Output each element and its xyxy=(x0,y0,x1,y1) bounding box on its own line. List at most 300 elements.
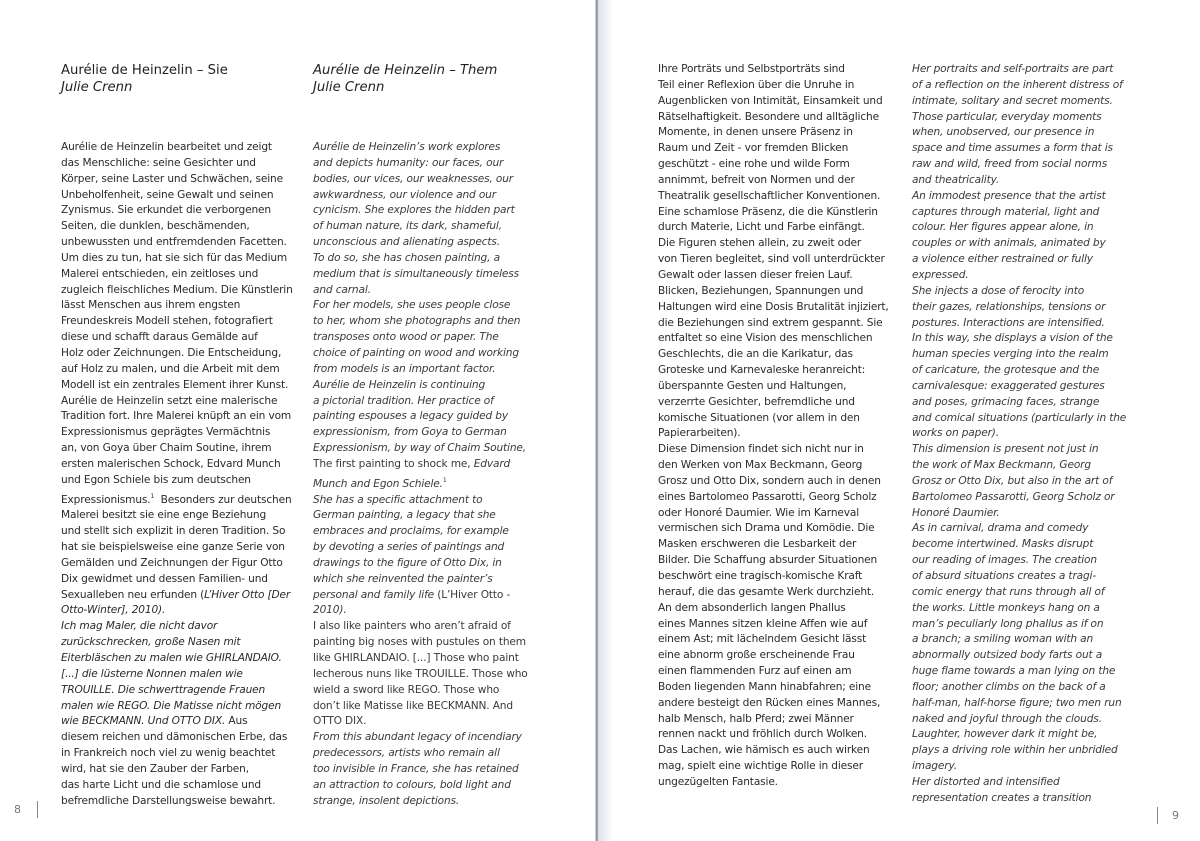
german-text-column-left xyxy=(61,140,293,809)
english-text-column-right xyxy=(912,62,1126,807)
text-line xyxy=(658,157,889,173)
line-text: die Beziehungen sind extrem gespannt. Sie xyxy=(658,316,883,329)
line-text: lässt Menschen aus ihrem engsten xyxy=(61,299,241,312)
line-text: rennen nackt und fröhlich durch Wolken. xyxy=(658,728,867,741)
text-line xyxy=(912,553,1126,569)
line-text: Bartolomeo Passarotti, Georg Scholz or xyxy=(912,490,1115,503)
line-text: Ich mag Maler, die nicht davor xyxy=(61,620,218,633)
line-text: Her distorted and intensified xyxy=(912,775,1060,788)
line-text: eines Bartolomeo Passarotti, Georg Scholz xyxy=(658,490,877,503)
line-text: the work of Max Beckmann, Georg xyxy=(912,459,1091,472)
line-text: Honoré Daumier. xyxy=(912,506,1000,519)
text-line xyxy=(658,205,889,221)
text-line xyxy=(658,94,889,110)
line-text: in Frankreich noch viel zu wenig beachtet xyxy=(61,747,276,760)
text-line xyxy=(912,78,1126,94)
text-line xyxy=(658,411,889,427)
line-text: Dix gewidmet und dessen Familien- und xyxy=(61,572,268,585)
text-line xyxy=(313,667,528,683)
line-text: transposes onto wood or paper. The xyxy=(313,331,499,344)
line-text: which she reinvented the painter’s xyxy=(313,572,493,585)
line-text: Boden liegenden Mann hinabfahren; eine xyxy=(658,680,871,693)
text-line xyxy=(912,173,1126,189)
text-line xyxy=(61,473,293,489)
text-line xyxy=(912,712,1126,728)
text-line xyxy=(912,442,1126,458)
line-text: hat sie beispielsweise eine ganze Serie von xyxy=(61,541,285,554)
text-line xyxy=(912,601,1126,617)
line-text: Rätselhaftigkeit. Besondere und alltägliche xyxy=(658,110,879,123)
text-line xyxy=(912,617,1126,633)
line-text: Groteske und Karnevaleske heranreicht: xyxy=(658,364,866,377)
text-line xyxy=(313,156,528,172)
text-line xyxy=(61,298,293,314)
text-line xyxy=(61,794,293,810)
line-text: The first painting to shock me, xyxy=(313,457,474,470)
line-text: by devoting a series of paintings and xyxy=(313,541,505,554)
text-line xyxy=(658,173,889,189)
text-line xyxy=(658,347,889,363)
text-line xyxy=(61,524,293,540)
text-line xyxy=(313,172,528,188)
line-text: Freundeskreis Modell stehen, fotografiert xyxy=(61,315,273,328)
text-line xyxy=(658,236,889,252)
line-text: I also like painters who aren’t afraid of xyxy=(313,620,511,633)
text-line xyxy=(313,524,528,540)
line-text: Blicken, Beziehungen, Spannungen und xyxy=(658,284,864,297)
text-line xyxy=(912,300,1126,316)
line-text: vermischen sich Drama und Komödie. Die xyxy=(658,522,875,535)
text-line xyxy=(912,141,1126,157)
line-text: an attraction to colours, bold light and xyxy=(313,778,511,791)
text-line xyxy=(313,572,528,588)
text-line xyxy=(658,141,889,157)
line-text: and poses, grimacing faces, strange xyxy=(912,395,1100,408)
line-text: Eine schamlose Präsenz, die die Künstlerin xyxy=(658,205,878,218)
line-text: diese und schafft daraus Gemälde auf xyxy=(61,331,258,344)
line-text: expressed. xyxy=(912,268,969,281)
line-text: like GHIRLANDAIO. [...] Those who paint xyxy=(313,652,519,664)
text-line xyxy=(658,363,889,379)
text-line xyxy=(61,172,293,188)
text-line xyxy=(313,283,528,299)
text-line xyxy=(658,62,889,78)
text-line xyxy=(61,362,293,378)
line-text: floor; another climbs on the back of a xyxy=(912,680,1106,693)
text-line xyxy=(658,727,889,743)
line-text: [...] die lüsterne Nonnen malen wie xyxy=(61,667,243,680)
text-line xyxy=(61,778,293,794)
text-line xyxy=(912,110,1126,126)
text-line xyxy=(313,588,528,604)
text-line xyxy=(61,588,293,604)
line-text: and comical situations (particularly in the xyxy=(912,411,1127,424)
line-text: und stellt sich explizit in deren Tradition. So xyxy=(61,525,286,538)
text-line xyxy=(313,762,528,778)
text-line xyxy=(912,632,1126,648)
text-line xyxy=(61,508,293,524)
text-line xyxy=(313,409,528,425)
line-text: Laughter, however dark it might be, xyxy=(912,728,1098,741)
line-text: eines Mannes sitzen kleine Affen wie auf xyxy=(658,617,868,630)
line-text: Tradition fort. Ihre Malerei knüpft an ein vom xyxy=(61,410,292,423)
line-text: Grosz or Otto Dix, but also in the art of xyxy=(912,474,1113,487)
line-text: huge flame towards a man lying on the xyxy=(912,665,1116,678)
line-text: Haltungen wird eine Dosis Brutalität injiziert, xyxy=(658,300,889,313)
line-text: and depicts humanity: our faces, our xyxy=(313,156,504,169)
text-line xyxy=(658,743,889,759)
line-text: geschützt - eine rohe und wilde Form xyxy=(658,158,850,171)
line-text: Diese Dimension findet sich nicht nur in xyxy=(658,443,864,456)
text-line xyxy=(313,603,528,619)
line-text: painting espouses a legacy guided by xyxy=(313,410,508,423)
footnote-marker: 1 xyxy=(442,476,447,484)
line-text: mag, spielt eine wichtige Rolle in dieser xyxy=(658,760,863,773)
line-text: German painting, a legacy that she xyxy=(313,509,496,522)
line-text: to her, whom she photographs and then xyxy=(313,315,521,328)
line-text: too invisible in France, she has retained xyxy=(313,762,519,775)
text-line xyxy=(61,409,293,425)
text-line xyxy=(658,569,889,585)
line-text: of absurd situations creates a tragi- xyxy=(912,570,1097,582)
text-line xyxy=(912,363,1126,379)
line-text: befremdliche Darstellungsweise bewahrt. xyxy=(61,794,276,807)
line-text: oder Honoré Daumier. Wie im Karneval xyxy=(658,506,860,519)
text-line xyxy=(313,378,528,394)
german-title: Aurélie de Heinzelin – Sie xyxy=(61,63,228,78)
line-text: OTTO DIX. xyxy=(313,715,367,728)
line-text: von Tieren begleitet, sind voll unterdrückter xyxy=(658,253,885,266)
line-text: representation creates a transition xyxy=(912,791,1092,804)
text-line xyxy=(658,284,889,300)
line-text: Papierarbeiten). xyxy=(658,427,741,440)
text-line xyxy=(912,268,1126,284)
line-text: our reading of images. The creation xyxy=(912,554,1097,567)
text-line xyxy=(658,125,889,141)
text-line xyxy=(912,474,1126,490)
line-text: andere besteigt den Rücken eines Mannes, xyxy=(658,696,881,709)
line-text: durch Materie, Licht und Farbe einfängt. xyxy=(658,221,865,234)
text-line xyxy=(912,125,1126,141)
text-line xyxy=(912,506,1126,522)
text-line xyxy=(912,316,1126,332)
text-line xyxy=(313,794,528,810)
line-text: unconscious and alienating aspects. xyxy=(313,236,500,249)
line-text: herauf, die das gesamte Werk durchzieht. xyxy=(658,585,875,598)
line-text: eine abnorm große erscheinende Frau xyxy=(658,649,855,662)
line-text: annimmt, befreit von Normen und der xyxy=(658,173,855,186)
line-text: Um dies zu tun, hat sie sich für das Medium xyxy=(61,251,288,264)
text-line xyxy=(61,235,293,251)
line-text: Malerei entschieden, ein zeitloses und xyxy=(61,267,259,280)
text-line xyxy=(912,379,1126,395)
line-text: Malerei besitzt sie eine enge Beziehung xyxy=(61,509,267,522)
text-line xyxy=(912,537,1126,553)
line-text: Körper, seine Laster und Schwächen, seine xyxy=(61,172,283,185)
text-line xyxy=(61,330,293,346)
text-line xyxy=(658,426,889,442)
line-text: As in carnival, drama and comedy xyxy=(912,522,1089,535)
line-text: Unbeholfenheit, seine Gewalt und seinen xyxy=(61,188,274,201)
text-line xyxy=(912,743,1126,759)
text-line xyxy=(912,458,1126,474)
text-line xyxy=(61,619,293,635)
line-text: of human nature, its dark, shameful, xyxy=(313,220,502,233)
line-text: Expressionismus. xyxy=(61,493,151,506)
text-line xyxy=(658,648,889,664)
text-line xyxy=(658,331,889,347)
line-text: awkwardness, our violence and our xyxy=(313,188,496,201)
line-text: the works. Little monkeys hang on a xyxy=(912,601,1100,614)
text-line xyxy=(61,314,293,330)
text-line xyxy=(61,699,293,715)
text-line xyxy=(658,442,889,458)
text-line xyxy=(61,283,293,299)
text-line xyxy=(658,316,889,332)
line-text: entfaltet so eine Vision des menschlichen xyxy=(658,332,873,345)
line-text: bodies, our vices, our weaknesses, our xyxy=(313,172,513,185)
line-text: works on paper). xyxy=(912,427,1000,440)
folio-rule-right xyxy=(1157,807,1158,824)
text-line xyxy=(658,458,889,474)
line-text: carnivalesque: exaggerated gestures xyxy=(912,379,1105,392)
text-line xyxy=(313,362,528,378)
text-line xyxy=(61,203,293,219)
text-line xyxy=(61,378,293,394)
footnote-marker: 1 xyxy=(150,492,155,500)
text-line xyxy=(61,425,293,441)
line-text: couples or with animals, animated by xyxy=(912,237,1106,250)
line-text: naked and joyful through the clouds. xyxy=(912,712,1102,725)
line-text: Teil einer Reflexion über die Unruhe in xyxy=(658,78,855,91)
text-line xyxy=(658,712,889,728)
text-line xyxy=(313,267,528,283)
line-text: Theatralik gesellschaftlicher Konventionen. xyxy=(658,189,881,202)
text-line xyxy=(912,220,1126,236)
line-text: don’t like Matisse like BECKMANN. And xyxy=(313,699,513,712)
line-text: medium that is simultaneously timeless xyxy=(313,267,519,280)
line-continuation: Aus xyxy=(225,715,248,728)
line-text: Aurélie de Heinzelin is continuing xyxy=(313,378,486,391)
line-text: drawings to the figure of Otto Dix, in xyxy=(313,556,502,569)
line-text: She has a specific attachment to xyxy=(313,493,483,506)
text-line xyxy=(313,699,528,715)
line-text: zurückschrecken, große Nasen mit xyxy=(61,636,241,649)
line-text: malen wie REGO. Die Matisse nicht mögen xyxy=(61,699,282,712)
line-text: of a reflection on the inherent distress of xyxy=(912,78,1123,91)
line-text: ersten malerischen Schock, Edvard Munch xyxy=(61,457,281,470)
italic-fragment: L’Hiver Otto [Der xyxy=(204,588,291,601)
line-text: Seiten, die dunklen, beschämenden, xyxy=(61,220,250,233)
text-line xyxy=(912,284,1126,300)
text-line xyxy=(61,746,293,762)
text-line xyxy=(61,457,293,473)
line-text: Otto-Winter], 2010). xyxy=(61,604,166,617)
line-text: In this way, she displays a vision of the xyxy=(912,332,1113,345)
line-text: predecessors, artists who remain all xyxy=(313,747,500,760)
text-line xyxy=(658,395,889,411)
spine-shadow xyxy=(599,0,613,841)
text-line xyxy=(658,601,889,617)
line-text: Expressionismus geprägtes Vermächtnis xyxy=(61,426,271,439)
text-line xyxy=(658,490,889,506)
line-text: intimate, solitary and secret moments. xyxy=(912,94,1113,107)
line-text: of caricature, the grotesque and the xyxy=(912,364,1100,377)
text-line xyxy=(313,314,528,330)
text-line xyxy=(313,188,528,204)
text-line xyxy=(61,540,293,556)
line-text: auf Holz zu malen, und die Arbeit mit dem xyxy=(61,362,280,375)
text-line xyxy=(61,572,293,588)
line-text: Momente, in denen unsere Präsenz in xyxy=(658,126,853,139)
line-text: Gewalt oder lassen dieser freien Lauf. xyxy=(658,268,853,281)
english-author: Julie Crenn xyxy=(313,80,385,95)
line-text: Sexualleben neu erfunden ( xyxy=(61,588,205,601)
page-number-right: 9 xyxy=(1172,809,1179,822)
italic-fragment: Edvard xyxy=(473,457,511,470)
text-line xyxy=(658,585,889,601)
line-text: lecherous nuns like TROUILLE. Those who xyxy=(313,667,528,680)
text-line xyxy=(313,219,528,235)
line-text: cynicism. She explores the hidden part xyxy=(313,204,515,217)
line-text: a pictorial tradition. Her practice of xyxy=(313,394,494,407)
line-continuation: Besonders zur deutschen xyxy=(154,493,292,506)
line-text: und Egon Schiele bis zum deutschen xyxy=(61,473,251,486)
line-text: a branch; a smiling woman with an xyxy=(912,633,1094,646)
text-line xyxy=(912,252,1126,268)
text-line xyxy=(61,219,293,235)
line-text: From this abundant legacy of incendiary xyxy=(313,731,522,744)
text-line xyxy=(313,473,528,493)
text-line xyxy=(61,441,293,457)
line-text: postures. Interactions are intensified. xyxy=(912,316,1105,329)
folio-rule-left xyxy=(37,801,38,818)
line-text: To do so, she has chosen painting, a xyxy=(313,251,500,264)
text-line xyxy=(313,493,528,509)
text-line xyxy=(61,667,293,683)
line-text: Aurélie de Heinzelin bearbeitet und zeigt xyxy=(61,141,272,153)
line-text: become intertwined. Masks disrupt xyxy=(912,538,1094,551)
text-line xyxy=(658,775,889,791)
line-text: An immodest presence that the artist xyxy=(912,189,1106,202)
text-line xyxy=(658,506,889,522)
text-line xyxy=(61,635,293,651)
text-line xyxy=(313,425,528,441)
text-line xyxy=(658,110,889,126)
text-line xyxy=(912,569,1126,585)
english-text-column-left xyxy=(313,140,528,809)
text-line xyxy=(313,346,528,362)
line-text: human species verging into the realm xyxy=(912,348,1109,361)
line-text: einem Ast; mit lächelndem Gesicht lässt xyxy=(658,633,867,646)
page-number-left: 8 xyxy=(14,803,21,816)
text-line xyxy=(912,411,1126,427)
text-line xyxy=(61,714,293,730)
text-line xyxy=(61,683,293,699)
text-line xyxy=(912,490,1126,506)
text-line xyxy=(313,203,528,219)
line-text: choice of painting on wood and working xyxy=(313,346,519,359)
text-line xyxy=(61,188,293,204)
line-text: das Menschliche: seine Gesichter und xyxy=(61,156,256,169)
line-text: beschwört eine tragisch-komische Kraft xyxy=(658,570,863,582)
text-line xyxy=(658,553,889,569)
line-text: wie BECKMANN. Und OTTO DIX. xyxy=(61,715,226,728)
text-line xyxy=(61,489,293,509)
text-line xyxy=(313,651,528,667)
german-heading xyxy=(61,62,228,96)
text-line xyxy=(61,156,293,172)
text-line xyxy=(313,556,528,572)
text-line xyxy=(313,508,528,524)
text-line xyxy=(313,441,528,457)
line-text: Eiterbläschen zu malen wie GHIRLANDAIO. xyxy=(61,652,282,664)
text-line xyxy=(313,619,528,635)
text-line xyxy=(313,635,528,651)
text-line xyxy=(912,236,1126,252)
line-text: das harte Licht und die schamlose und xyxy=(61,778,261,791)
line-text: Raum und Zeit - vor fremden Blicken xyxy=(658,142,849,155)
line-text: Augenblicken von Intimität, Einsamkeit und xyxy=(658,94,883,107)
text-line xyxy=(61,651,293,667)
text-line xyxy=(313,330,528,346)
line-continuation: (L’Hiver Otto - xyxy=(434,588,511,601)
text-line xyxy=(658,220,889,236)
text-line xyxy=(61,556,293,572)
line-text: Ihre Porträts und Selbstporträts sind xyxy=(658,63,845,75)
text-line xyxy=(912,585,1126,601)
text-line xyxy=(658,521,889,537)
text-line xyxy=(313,298,528,314)
line-text: abnormally outsized body farts out a xyxy=(912,649,1103,662)
text-line xyxy=(912,395,1126,411)
line-text: Zynismus. Sie erkundet die verborgenen xyxy=(61,204,271,217)
line-text: She injects a dose of ferocity into xyxy=(912,284,1085,297)
line-text: Bilder. Die Schaffung absurder Situationen xyxy=(658,554,878,567)
text-line xyxy=(658,696,889,712)
line-text: personal and family life xyxy=(313,588,435,601)
line-text: strange, insolent depictions. xyxy=(313,794,460,807)
text-line xyxy=(658,759,889,775)
line-text: expressionism, from Goya to German xyxy=(313,426,507,439)
text-line xyxy=(912,648,1126,664)
line-text: Expressionism, by way of Chaim Soutine, xyxy=(313,442,526,455)
line-text: For her models, she uses people close xyxy=(313,299,511,312)
text-line xyxy=(658,78,889,94)
line-text: painting big noses with pustules on them xyxy=(313,636,526,649)
text-line xyxy=(313,714,528,730)
text-line xyxy=(658,474,889,490)
text-line xyxy=(912,94,1126,110)
text-line xyxy=(658,379,889,395)
text-line xyxy=(658,189,889,205)
text-line xyxy=(658,617,889,633)
german-text-column-right xyxy=(658,62,889,791)
text-line xyxy=(313,683,528,699)
line-text: diesem reichen und dämonischen Erbe, das xyxy=(61,731,288,744)
text-line xyxy=(912,331,1126,347)
line-text: from models is an important factor. xyxy=(313,362,496,375)
line-text: halb Mensch, halb Pferd; zwei Männer xyxy=(658,712,854,725)
text-line xyxy=(912,62,1126,78)
line-text: TROUILLE. Die schwerttragende Frauen xyxy=(61,683,266,696)
line-text: when, unobserved, our presence in xyxy=(912,126,1095,139)
text-line xyxy=(61,346,293,362)
line-text: unbewussten und entfremdenden Facetten. xyxy=(61,236,287,249)
text-line xyxy=(912,727,1126,743)
text-line xyxy=(912,680,1126,696)
line-text: imagery. xyxy=(912,760,957,773)
